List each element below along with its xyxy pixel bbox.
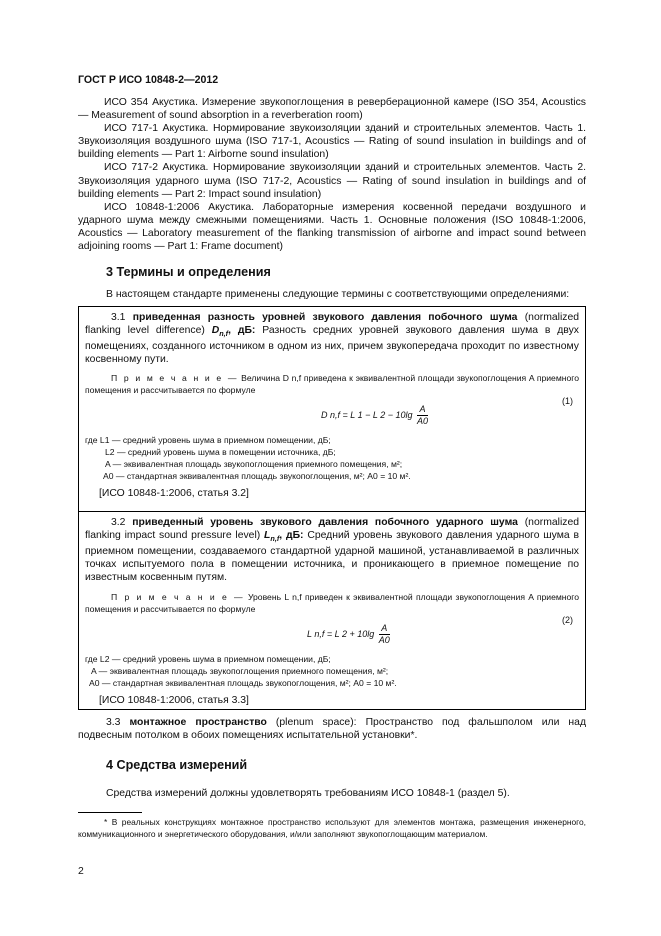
- term-name: монтажное пространство: [129, 717, 267, 728]
- definition-line: A — эквивалентная площадь звукопоглощения приемного помещения, м²;: [105, 459, 403, 470]
- term-english: (normalized flanking level difference): [85, 312, 580, 337]
- term-english: (normalized flanking impact sound pressure level): [85, 517, 580, 542]
- term-number: 3.1: [111, 312, 126, 323]
- definition-line: где L2 — средний уровень шума в приемном помещении, дБ;: [85, 653, 331, 664]
- term-symbol-subscript: n,f: [270, 534, 280, 544]
- section-4-heading: 4 Средства измерений: [106, 758, 248, 772]
- term-note: [79, 372, 585, 396]
- page-header: ГОСТ Р ИСО 10848-2—2012: [78, 74, 219, 86]
- section-4-text: Средства измерений должны удовлетворять требованиям ИСО 10848-1 (раздел 5).: [106, 788, 510, 799]
- normative-references: [78, 96, 586, 253]
- term-symbol-subscript: n,f: [219, 329, 229, 339]
- note-text: Уровень L n,f приведен к эквивалентной площади звукопоглощения A приемного помещения и рассчитывается по формуле: [85, 591, 580, 614]
- term-number: 3.3: [106, 717, 121, 728]
- term-definition-3-3: [78, 716, 586, 742]
- term-text: Средний уровень звукового давления ударного шума в приемном помещении, создаваемого стандартной ударной машиной, устанавливаемой в различных точках испытуемого пола в помещении источника, и проникающего в приемное помещение по известным косвенным путям.: [85, 530, 579, 584]
- term-english: (plenum space):: [275, 717, 357, 728]
- section-3-heading: 3 Термины и определения: [106, 265, 271, 279]
- term-definition: [79, 307, 585, 366]
- formula-definitions: [79, 434, 585, 482]
- term-symbol: L: [264, 530, 271, 542]
- term-box-3-1: [78, 306, 586, 512]
- formula-fraction: $\frac{A}{A0}$: [378, 622, 390, 645]
- term-source: [ИСО 10848-1:2006, статья 3.2]: [99, 488, 249, 500]
- formula-expression: L n,f = L 2 + 10lg $\frac{A}{A0}$: [307, 622, 390, 645]
- formula-number: (2): [562, 614, 573, 625]
- term-symbol: D: [211, 325, 220, 337]
- footnote: * В реальных конструкциях монтажное пространство используют для элементов монтажа, размещения инженерного, коммуникационного и энергетического оборудования, и/или заполняют звукопоглощающим материалом.: [78, 817, 586, 839]
- definition-line: A0 — стандартная эквивалентная площадь звукопоглощения, м²; A0 = 10 м².: [89, 677, 397, 688]
- definition-line: где L1 — средний уровень шума в приемном помещении, дБ;: [85, 435, 331, 446]
- formula-number: (1): [562, 396, 573, 407]
- formula-definitions: [79, 653, 585, 689]
- definition-line: L2 — средний уровень шума в помещении источника, дБ;: [105, 447, 336, 458]
- reference-item: ИСО 717-1 Акустика. Нормирование звукоизоляции зданий и строительных элементов. Часть 1. Звукоизоляция воздушного шума (ISO 717-1, Acoustics — Rating of sound insulation in buildings and of building elements — Part 1: Airborne sound insulation): [78, 123, 586, 161]
- reference-item: ИСО 354 Акустика. Измерение звукопоглощения в реверберационной камере (ISO 354, Acoustics — Measurement of sound absorption in a reverberation room): [78, 97, 586, 122]
- note-label: П р и м е ч а н и е —: [111, 373, 239, 384]
- definition-line: A0 — стандартная эквивалентная площадь звукопоглощения, м²; A0 = 10 м².: [103, 471, 411, 482]
- formula-fraction: $\frac{A}{A0}$: [417, 404, 429, 427]
- note-text: Величина D n,f приведена к эквивалентной площади звукопоглощения A приемного помещения и рассчитывается по формуле: [85, 373, 579, 396]
- term-definition: [79, 512, 585, 585]
- note-label: П р и м е ч а н и е —: [111, 591, 245, 602]
- term-name: приведенная разность уровней звукового давления побочного шума: [132, 312, 518, 323]
- term-unit: , дБ:: [228, 325, 256, 337]
- formula-1: [79, 396, 585, 434]
- term-box-3-2: [78, 511, 586, 710]
- term-text: Пространство под фальшполом или над подвесным потолком в обоих помещениях испытательной установки*.: [78, 717, 587, 742]
- term-source: [ИСО 10848-1:2006, статья 3.3]: [99, 694, 249, 706]
- term-name: приведенный уровень звукового давления побочного ударного шума: [132, 517, 518, 528]
- formula-expression: D n,f = L 1 − L 2 − 10lg $\frac{A}{A0}$: [321, 404, 429, 427]
- footnote-divider: [78, 812, 142, 813]
- section-3-intro: В настоящем стандарте применены следующие термины с соответствующими определениями:: [106, 289, 570, 300]
- page-number: 2: [78, 866, 84, 877]
- term-text: Разность средних уровней звукового давления шума в двух помещениях, созданного источником в одном из них, причем звукопередача проходит по известному косвенному пути.: [85, 325, 579, 366]
- reference-item: ИСО 10848-1:2006 Акустика. Лабораторные измерения косвенной передачи воздушного и ударного шума между смежными помещениями. Часть 1. Основные положения (ISO 10848-1:2006, Acoustics — Laboratory measurement of the flanking transmission of airborne and impact sound between adjoining rooms — Part 1: Frame document): [78, 201, 586, 253]
- reference-item: ИСО 717-2 Акустика. Нормирование звукоизоляции зданий и строительных элементов. Часть 2. Звукоизоляция ударного шума (ISO 717-2, Acoustics — Rating of sound insulation in buildings and of building elements — Part 2: Impact sound insulation): [78, 162, 586, 200]
- formula-2: [79, 615, 585, 653]
- term-note: [79, 591, 585, 615]
- definition-line: A — эквивалентная площадь звукопоглощения приемного помещения, м²;: [91, 665, 389, 676]
- term-unit: , дБ:: [279, 530, 304, 542]
- term-number: 3.2: [111, 517, 126, 528]
